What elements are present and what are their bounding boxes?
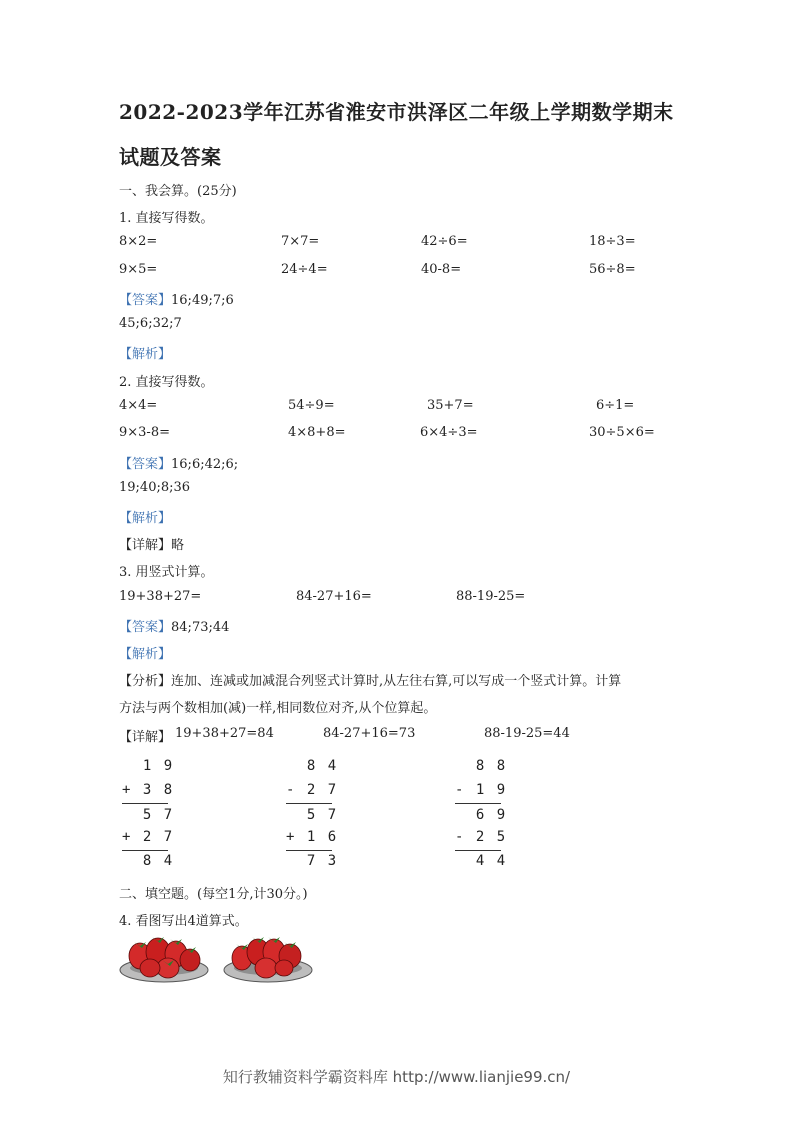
q2-answer-line2: 19;40;8;36: [119, 480, 191, 495]
q1-r2-c2: 24÷4=: [281, 262, 328, 277]
vc3-rule-1: [455, 803, 501, 804]
q2-analysis-tag: 【解析】: [119, 511, 172, 526]
q3-detail-tag: 【详解】: [119, 730, 172, 745]
q1-r1-c1: 8×2=: [119, 234, 158, 249]
q3-detail-eq-2: 84-27+16=73: [323, 726, 416, 741]
vc2-row-2: - 2 7: [286, 782, 339, 798]
vc2-row-4: + 1 6: [286, 829, 339, 845]
fenxi-text-1: 连加、连减或加减混合列竖式计算时,从左往右算,可以写成一个竖式计算。计算: [171, 674, 622, 689]
vc3-row-2: - 1 9: [455, 782, 508, 798]
q1-answer-line2: 45;6;32;7: [119, 316, 182, 331]
fenxi-text-2: 方法与两个数相加(减)一样,相同数位对齐,从个位算起。: [119, 701, 437, 716]
vc3-row-4: - 2 5: [455, 829, 508, 845]
vc1-row-4: + 2 7: [122, 829, 175, 845]
q4-label: 4. 看图写出4道算式。: [119, 914, 248, 929]
answer-tag: 【答案】: [119, 457, 172, 472]
section-2-heading: 二、填空题。(每空1分,计30分。): [119, 887, 308, 902]
q2-r1-c1: 4×4=: [119, 398, 158, 413]
vc1-row-5: 8 4: [122, 853, 175, 869]
strawberry-plate-image-2: [222, 934, 314, 986]
q2-r2-c2: 4×8+8=: [288, 425, 346, 440]
vc2-rule-1: [286, 803, 332, 804]
q1-r2-c3: 40-8=: [421, 262, 462, 277]
footer-watermark: 知行教辅资料学霸资料库 http://www.lianjie99.cn/: [222, 1068, 571, 1086]
q2-answer: [119, 453, 238, 472]
document-title-line2: 试题及答案: [119, 145, 222, 169]
vc1-row-1: 1 9: [122, 758, 175, 774]
answer-tag: 【答案】: [119, 293, 172, 308]
vc3-row-3: 6 9: [455, 807, 508, 823]
q1-r1-c3: 42÷6=: [421, 234, 468, 249]
q3-eq-1: 19+38+27=: [119, 589, 202, 604]
q2-r2-c4: 30÷5×6=: [589, 425, 655, 440]
q1-answer: [119, 289, 234, 308]
vc1-row-2: + 3 8: [122, 782, 175, 798]
fenxi-tag: 【分析】: [119, 674, 172, 689]
vc3-row-1: 8 8: [455, 758, 508, 774]
q3-detail-eq-3: 88-19-25=44: [484, 726, 570, 741]
vc2-row-5: 7 3: [286, 853, 339, 869]
q3-fenxi: [119, 670, 621, 689]
q2-detail: 【详解】略: [119, 538, 185, 553]
vc1-row-3: 5 7: [122, 807, 175, 823]
vc3-row-5: 4 4: [455, 853, 508, 869]
q2-r2-c3: 6×4÷3=: [420, 425, 478, 440]
q3-label: 3. 用竖式计算。: [119, 565, 214, 580]
q1-analysis-tag: 【解析】: [119, 347, 172, 362]
q2-r2-c1: 9×3-8=: [119, 425, 170, 440]
q2-r1-c3: 35+7=: [427, 398, 474, 413]
q1-r2-c1: 9×5=: [119, 262, 158, 277]
q1-label: 1. 直接写得数。: [119, 211, 214, 226]
q2-answer-text: 16;6;42;6;: [171, 457, 239, 472]
q1-r1-c2: 7×7=: [281, 234, 320, 249]
q1-r1-c4: 18÷3=: [589, 234, 636, 249]
vc1-rule-2: [122, 850, 168, 851]
strawberry-plate-image-1: [118, 934, 210, 986]
answer-tag: 【答案】: [119, 620, 172, 635]
vc2-rule-2: [286, 850, 332, 851]
q3-answer: [119, 616, 229, 635]
section-1-heading: 一、我会算。(25分): [119, 184, 237, 199]
q3-eq-3: 88-19-25=: [456, 589, 526, 604]
q3-detail-eq-1: 19+38+27=84: [175, 726, 274, 741]
q2-r1-c4: 6÷1=: [596, 398, 635, 413]
document-title-line1: 2022-2023学年江苏省淮安市洪泽区二年级上学期数学期末: [119, 100, 674, 124]
vc1-rule-1: [122, 803, 168, 804]
q3-analysis-tag: 【解析】: [119, 647, 172, 662]
q2-r1-c2: 54÷9=: [288, 398, 335, 413]
q1-answer-text: 16;49;7;6: [171, 293, 234, 308]
q3-answer-text: 84;73;44: [171, 620, 230, 635]
q2-label: 2. 直接写得数。: [119, 375, 214, 390]
vc3-rule-2: [455, 850, 501, 851]
vc2-row-1: 8 4: [286, 758, 339, 774]
vc2-row-3: 5 7: [286, 807, 339, 823]
q3-eq-2: 84-27+16=: [296, 589, 372, 604]
q1-r2-c4: 56÷8=: [589, 262, 636, 277]
